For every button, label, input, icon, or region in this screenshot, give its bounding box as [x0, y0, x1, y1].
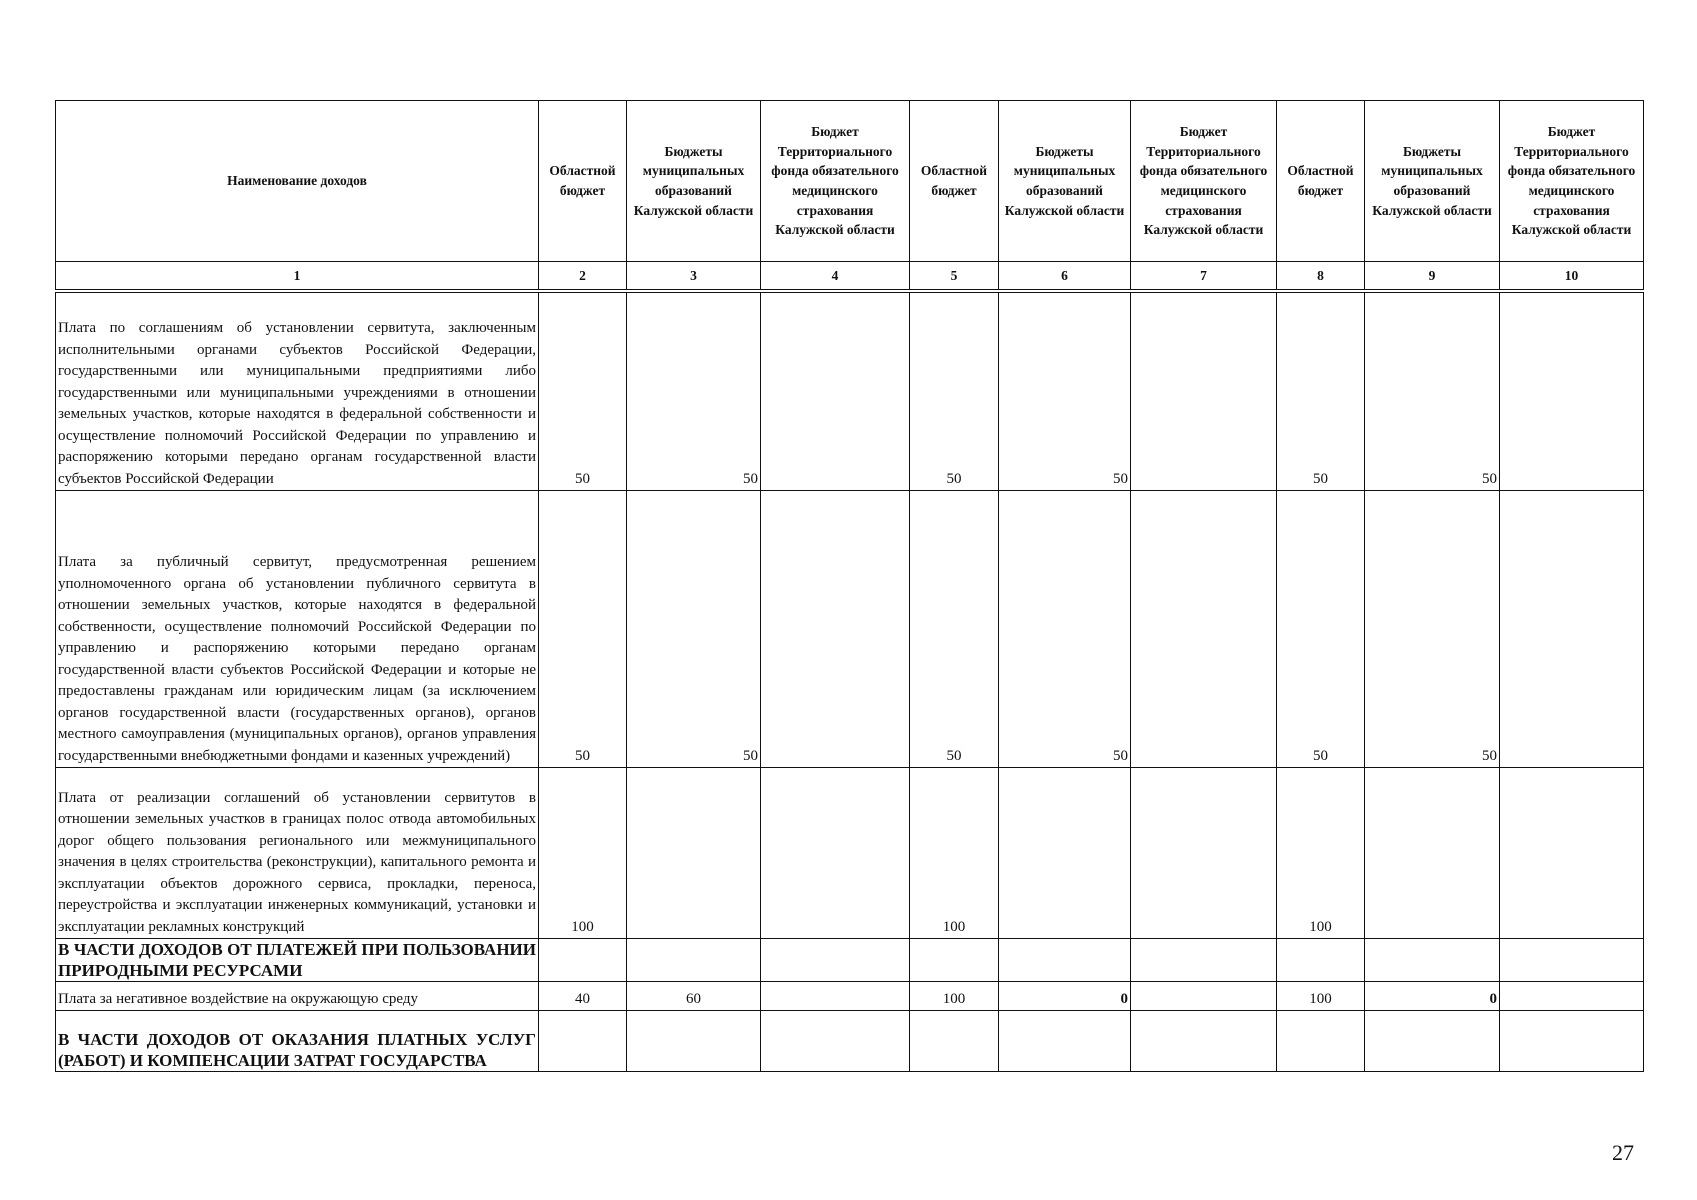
value-cell: 0: [999, 982, 1131, 1011]
value-cell: 50: [539, 491, 627, 768]
value-cell: [761, 1011, 910, 1072]
value-cell: 50: [1277, 291, 1365, 491]
value-cell: 100: [1277, 768, 1365, 939]
value-cell: 100: [910, 982, 999, 1011]
column-number: 5: [910, 262, 999, 292]
value-cell: [627, 1011, 761, 1072]
value-cell: 50: [1365, 491, 1500, 768]
column-number: 2: [539, 262, 627, 292]
value-cell: [1277, 939, 1365, 982]
value-cell: [1131, 1011, 1277, 1072]
section-heading: В ЧАСТИ ДОХОДОВ ОТ ОКАЗАНИЯ ПЛАТНЫХ УСЛУГ (РАБОТ) И КОМПЕНСАЦИИ ЗАТРАТ ГОСУДАРСТВА: [56, 1011, 539, 1072]
value-cell: 60: [627, 982, 761, 1011]
value-cell: [1500, 291, 1644, 491]
value-cell: 100: [539, 768, 627, 939]
value-cell: [1131, 982, 1277, 1011]
value-cell: 50: [627, 291, 761, 491]
column-number: 1: [56, 262, 539, 292]
column-header-tfoms-budget: Бюджет Территориального фонда обязательного медицинского страхования Калужской области: [1500, 101, 1644, 262]
table-row: [56, 491, 1644, 768]
value-cell: [1500, 982, 1644, 1011]
column-header-name: Наименование доходов: [56, 101, 539, 262]
value-cell: 40: [539, 982, 627, 1011]
column-header-municipal-budgets: Бюджеты муниципальных образований Калужской области: [627, 101, 761, 262]
value-cell: 50: [627, 491, 761, 768]
value-cell: [999, 939, 1131, 982]
column-number: 9: [1365, 262, 1500, 292]
column-number-row: [56, 262, 1644, 292]
value-cell: [539, 939, 627, 982]
table-header-row: [56, 101, 1644, 262]
revenue-name: Плата по соглашениям об установлении сервитута, заключенным исполнительными органами субъектов Российской Федерации, государственными или муниципальными предприятиями либо государственными или муниципальными учреждениями в отношении земельных участков, которые находятся в федеральной собственности и осуществление полномочий Российской Федерации по управлению и распоряжению которыми передано органам государственной власти субъектов Российской Федерации: [56, 291, 539, 491]
page-number: 27: [1612, 1140, 1634, 1165]
value-cell: [1500, 939, 1644, 982]
value-cell: 0: [1365, 982, 1500, 1011]
value-cell: [761, 491, 910, 768]
section-row: [56, 939, 1644, 982]
value-cell: [1500, 768, 1644, 939]
value-cell: [1365, 939, 1500, 982]
value-cell: [761, 291, 910, 491]
column-number: 6: [999, 262, 1131, 292]
section-heading: В ЧАСТИ ДОХОДОВ ОТ ПЛАТЕЖЕЙ ПРИ ПОЛЬЗОВАНИИ ПРИРОДНЫМИ РЕСУРСАМИ: [56, 939, 539, 982]
value-cell: [1500, 491, 1644, 768]
value-cell: [1500, 1011, 1644, 1072]
revenue-name: Плата от реализации соглашений об установлении сервитутов в отношении земельных участков в границах полос отвода автомобильных дорог общего пользования регионального или межмуниципального значения в целях строительства (реконструкции), капитального ремонта и эксплуатации объектов дорожного сервиса, прокладки, переноса, переустройства и эксплуатации инженерных коммуникаций, установки и эксплуатации рекламных конструкций: [56, 768, 539, 939]
value-cell: [1131, 939, 1277, 982]
value-cell: [627, 768, 761, 939]
revenue-distribution-table: [55, 100, 1644, 1072]
column-header-regional-budget: Областной бюджет: [910, 101, 999, 262]
value-cell: [1131, 491, 1277, 768]
revenue-name: Плата за публичный сервитут, предусмотренная решением уполномоченного органа об установлении публичного сервитута в отношении земельных участков, которые находятся в федеральной собственности, осуществление полномочий Российской Федерации по управлению и распоряжению которыми передано органам государственной власти субъектов Российской Федерации и которые не предоставлены гражданам или юридическим лицам (за исключением органов государственной власти (государственных органов), органов местного самоуправления (муниципальных органов), органов управления государственными внебюджетными фондами и казенных учреждений): [56, 491, 539, 768]
value-cell: [1365, 768, 1500, 939]
value-cell: 100: [1277, 982, 1365, 1011]
value-cell: [910, 939, 999, 982]
value-cell: [761, 768, 910, 939]
value-cell: 50: [1365, 291, 1500, 491]
value-cell: [910, 1011, 999, 1072]
value-cell: [761, 982, 910, 1011]
value-cell: 50: [539, 291, 627, 491]
column-header-municipal-budgets: Бюджеты муниципальных образований Калужской области: [1365, 101, 1500, 262]
column-number: 4: [761, 262, 910, 292]
column-header-tfoms-budget: Бюджет Территориального фонда обязательного медицинского страхования Калужской области: [1131, 101, 1277, 262]
column-header-municipal-budgets: Бюджеты муниципальных образований Калужской области: [999, 101, 1131, 262]
value-cell: 50: [910, 291, 999, 491]
revenue-name: Плата за негативное воздействие на окружающую среду: [56, 982, 539, 1011]
column-number: 7: [1131, 262, 1277, 292]
value-cell: 50: [1277, 491, 1365, 768]
value-cell: [1277, 1011, 1365, 1072]
table-row: [56, 768, 1644, 939]
section-row: [56, 1011, 1644, 1072]
column-number: 10: [1500, 262, 1644, 292]
column-number: 8: [1277, 262, 1365, 292]
table-row: [56, 291, 1644, 491]
value-cell: [627, 939, 761, 982]
value-cell: 100: [910, 768, 999, 939]
value-cell: [999, 768, 1131, 939]
column-header-regional-budget: Областной бюджет: [539, 101, 627, 262]
value-cell: 50: [999, 291, 1131, 491]
value-cell: [539, 1011, 627, 1072]
value-cell: [999, 1011, 1131, 1072]
value-cell: [1131, 768, 1277, 939]
table-row: [56, 982, 1644, 1011]
column-header-regional-budget: Областной бюджет: [1277, 101, 1365, 262]
value-cell: [1131, 291, 1277, 491]
value-cell: [1365, 1011, 1500, 1072]
column-header-tfoms-budget: Бюджет Территориального фонда обязательного медицинского страхования Калужской области: [761, 101, 910, 262]
value-cell: [761, 939, 910, 982]
column-number: 3: [627, 262, 761, 292]
value-cell: 50: [910, 491, 999, 768]
value-cell: 50: [999, 491, 1131, 768]
